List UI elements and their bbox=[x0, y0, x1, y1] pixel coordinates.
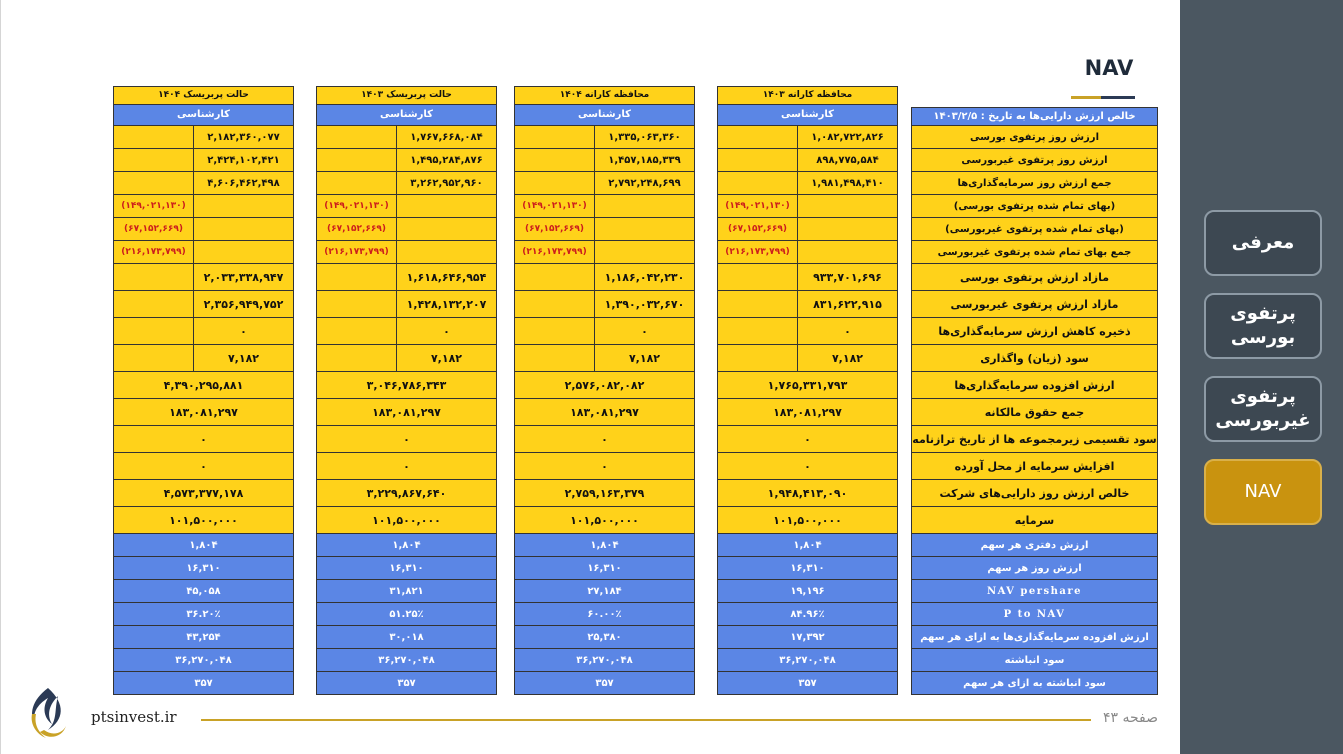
table-row bbox=[717, 172, 898, 195]
cell-cost bbox=[718, 318, 798, 344]
cell-total: ۱۸۳,۰۸۱,۲۹۷ bbox=[372, 405, 441, 419]
cell-cost bbox=[114, 264, 194, 290]
cell-cost bbox=[718, 264, 798, 290]
cell-per-share: ۳۵۷ bbox=[798, 677, 817, 689]
row-label: سود انباشته bbox=[911, 649, 1158, 672]
cell-cost bbox=[515, 149, 595, 171]
cell-value: ۲,۰۳۳,۳۳۸,۹۴۷ bbox=[203, 270, 284, 284]
table-row bbox=[113, 426, 294, 453]
table-row bbox=[514, 241, 695, 264]
cell-total: ۳,۰۴۶,۷۸۶,۳۴۳ bbox=[366, 378, 447, 392]
table-row bbox=[514, 264, 695, 291]
scenario-subheader: کارشناسی bbox=[316, 105, 497, 126]
cell-per-share: ۳۶,۲۷۰,۰۴۸ bbox=[378, 654, 435, 666]
table-row bbox=[316, 603, 497, 626]
table-row bbox=[316, 453, 497, 480]
cell-value bbox=[595, 241, 694, 263]
table-row bbox=[717, 672, 898, 695]
cell-cost bbox=[114, 291, 194, 317]
cell-cost bbox=[515, 126, 595, 148]
scenario-subheader: کارشناسی bbox=[514, 105, 695, 126]
table-row bbox=[316, 557, 497, 580]
row-label: جمع بهای تمام شده پرتفوی غیربورسی bbox=[911, 241, 1158, 264]
cell-cost: (۲۱۶,۱۷۳,۷۹۹) bbox=[114, 241, 194, 263]
table-row bbox=[113, 372, 294, 399]
title-underline bbox=[1071, 96, 1135, 99]
sidebar-item-label: پرتفوی بورسی bbox=[1230, 303, 1296, 348]
cell-value: ۱,۷۶۷,۶۶۸,۰۸۴ bbox=[410, 131, 483, 143]
sidebar-item-nav[interactable] bbox=[1204, 459, 1322, 525]
cell-total: ۰ bbox=[403, 432, 410, 446]
table-row bbox=[113, 195, 294, 218]
table-row bbox=[113, 149, 294, 172]
cell-value: ۷,۱۸۲ bbox=[831, 351, 864, 365]
cell-per-share: ۳۰,۰۱۸ bbox=[389, 631, 424, 643]
cell-value: ۰ bbox=[443, 324, 450, 338]
cell-cost bbox=[718, 345, 798, 371]
sidebar-item-label: NAV bbox=[1244, 481, 1282, 502]
table-row bbox=[316, 264, 497, 291]
table-row bbox=[316, 507, 497, 534]
table-row bbox=[717, 399, 898, 426]
cell-value bbox=[194, 218, 293, 240]
row-label: ارزش افزوده سرمایه‌گذاری‌ها به ازای هر سهم bbox=[911, 626, 1158, 649]
table-row bbox=[316, 649, 497, 672]
table-row bbox=[514, 507, 695, 534]
table-row bbox=[717, 264, 898, 291]
table-row bbox=[717, 291, 898, 318]
cell-per-share: ۲۷,۱۸۴ bbox=[587, 585, 622, 597]
cell-total: ۴,۵۷۳,۳۷۷,۱۷۸ bbox=[163, 486, 244, 500]
cell-cost bbox=[317, 126, 397, 148]
row-label: جمع حقوق مالکانه bbox=[911, 399, 1158, 426]
scenario-header: محافظه کارانه ۱۴۰۴ bbox=[514, 86, 695, 105]
cell-value: ۱,۴۹۵,۲۸۴,۸۷۶ bbox=[410, 154, 483, 166]
table-row bbox=[113, 626, 294, 649]
table-row bbox=[717, 241, 898, 264]
cell-value: ۰ bbox=[240, 324, 247, 338]
cell-value: ۷,۱۸۲ bbox=[430, 351, 463, 365]
scenario-column bbox=[113, 86, 294, 695]
table-row bbox=[717, 318, 898, 345]
cell-total: ۱۰۱,۵۰۰,۰۰۰ bbox=[372, 513, 441, 527]
cell-value bbox=[194, 195, 293, 217]
cell-per-share: ۳۶,۲۷۰,۰۴۸ bbox=[576, 654, 633, 666]
cell-total: ۱۰۱,۵۰۰,۰۰۰ bbox=[169, 513, 238, 527]
table-row bbox=[717, 507, 898, 534]
table-row bbox=[717, 534, 898, 557]
cell-value bbox=[798, 241, 897, 263]
scenario-header: محافظه کارانه ۱۴۰۳ bbox=[717, 86, 898, 105]
cell-cost bbox=[515, 264, 595, 290]
cell-value bbox=[595, 218, 694, 240]
table-row bbox=[514, 557, 695, 580]
table-row bbox=[717, 603, 898, 626]
page-number: صفحه ۴۳ bbox=[1103, 710, 1159, 726]
cell-value: ۲,۳۵۶,۹۴۹,۷۵۲ bbox=[203, 297, 284, 311]
cell-per-share: ۳۶.۲۰٪ bbox=[186, 608, 221, 620]
table-row bbox=[514, 172, 695, 195]
table-row bbox=[717, 649, 898, 672]
cell-value: ۴,۶۰۶,۴۶۲,۴۹۸ bbox=[207, 177, 280, 189]
scenario-subheader: کارشناسی bbox=[717, 105, 898, 126]
cell-per-share: ۵۱.۲۵٪ bbox=[389, 608, 424, 620]
table-row bbox=[316, 345, 497, 372]
cell-cost bbox=[114, 318, 194, 344]
cell-total: ۰ bbox=[200, 432, 207, 446]
table-row bbox=[113, 557, 294, 580]
table-row bbox=[113, 580, 294, 603]
row-label: ارزش روز هر سهم bbox=[911, 557, 1158, 580]
cell-cost bbox=[515, 291, 595, 317]
cell-cost: (۶۷,۱۵۲,۶۶۹) bbox=[114, 218, 194, 240]
table-row bbox=[717, 126, 898, 149]
row-label: سود (زیان) واگذاری bbox=[911, 345, 1158, 372]
cell-cost bbox=[317, 345, 397, 371]
cell-total: ۱۸۳,۰۸۱,۲۹۷ bbox=[773, 405, 842, 419]
table-row bbox=[113, 291, 294, 318]
cell-cost bbox=[317, 291, 397, 317]
cell-total: ۳,۲۲۹,۸۶۷,۶۴۰ bbox=[366, 486, 447, 500]
table-row bbox=[514, 291, 695, 318]
table-row bbox=[717, 195, 898, 218]
table-row bbox=[717, 149, 898, 172]
cell-cost: (۶۷,۱۵۲,۶۶۹) bbox=[515, 218, 595, 240]
table-row bbox=[113, 241, 294, 264]
row-label: سود تقسیمی زیرمجموعه ها از تاریخ ترازنامه bbox=[911, 426, 1158, 453]
scenario-subheader: کارشناسی bbox=[113, 105, 294, 126]
cell-per-share: ۱,۸۰۴ bbox=[793, 539, 822, 551]
cell-value: ۲,۱۸۲,۳۶۰,۰۷۷ bbox=[207, 131, 280, 143]
table-row bbox=[514, 534, 695, 557]
website-link[interactable]: ptsinvest.ir bbox=[91, 708, 177, 726]
cell-total: ۰ bbox=[601, 459, 608, 473]
cell-per-share: ۴۳,۲۵۴ bbox=[186, 631, 221, 643]
cell-cost bbox=[114, 126, 194, 148]
cell-total: ۰ bbox=[601, 432, 608, 446]
table-row bbox=[316, 241, 497, 264]
cell-per-share: ۳۵۷ bbox=[595, 677, 614, 689]
cell-value bbox=[798, 195, 897, 217]
cell-cost bbox=[718, 149, 798, 171]
table-row bbox=[717, 345, 898, 372]
scenario-column bbox=[514, 86, 695, 695]
cell-value: ۰ bbox=[844, 324, 851, 338]
table-row bbox=[113, 480, 294, 507]
cell-value: ۲,۷۹۲,۲۴۸,۶۹۹ bbox=[608, 177, 681, 189]
scenario-header: حالت پربریسک ۱۴۰۳ bbox=[316, 86, 497, 105]
cell-cost bbox=[317, 149, 397, 171]
table-row bbox=[316, 218, 497, 241]
table-row bbox=[113, 672, 294, 695]
table-row bbox=[316, 534, 497, 557]
cell-per-share: ۱۶,۳۱۰ bbox=[389, 562, 424, 574]
row-label: (بهای تمام شده پرتفوی بورسی) bbox=[911, 195, 1158, 218]
table-row bbox=[514, 318, 695, 345]
table-row bbox=[316, 172, 497, 195]
cell-per-share: ۱,۸۰۴ bbox=[189, 539, 218, 551]
cell-per-share: ۳۵۷ bbox=[194, 677, 213, 689]
cell-value: ۷,۱۸۲ bbox=[628, 351, 661, 365]
table-row bbox=[717, 557, 898, 580]
table-row bbox=[514, 649, 695, 672]
cell-cost: (۱۴۹,۰۲۱,۱۳۰) bbox=[317, 195, 397, 217]
cell-per-share: ۱,۸۰۴ bbox=[590, 539, 619, 551]
row-label: افزایش سرمایه از محل آورده bbox=[911, 453, 1158, 480]
table-row bbox=[316, 195, 497, 218]
cell-cost bbox=[114, 345, 194, 371]
table-row bbox=[113, 399, 294, 426]
sidebar-item-listed-portfolio[interactable] bbox=[1204, 293, 1322, 359]
cell-cost: (۲۱۶,۱۷۳,۷۹۹) bbox=[515, 241, 595, 263]
table-row bbox=[717, 453, 898, 480]
row-label: خالص ارزش روز دارایی‌های شرکت bbox=[911, 480, 1158, 507]
row-label: سرمایه bbox=[911, 507, 1158, 534]
cell-cost bbox=[317, 264, 397, 290]
table-row bbox=[113, 345, 294, 372]
cell-value: ۱,۹۸۱,۴۹۸,۴۱۰ bbox=[811, 177, 884, 189]
cell-cost: (۱۴۹,۰۲۱,۱۳۰) bbox=[114, 195, 194, 217]
table-row bbox=[717, 480, 898, 507]
cell-total: ۰ bbox=[804, 459, 811, 473]
cell-value: ۷,۱۸۲ bbox=[227, 351, 260, 365]
table-row bbox=[113, 603, 294, 626]
cell-value: ۱,۴۵۷,۱۸۵,۳۳۹ bbox=[608, 154, 681, 166]
table-row bbox=[514, 580, 695, 603]
cell-cost: (۶۷,۱۵۲,۶۶۹) bbox=[718, 218, 798, 240]
table-row bbox=[514, 672, 695, 695]
scenario-header: حالت پربریسک ۱۴۰۴ bbox=[113, 86, 294, 105]
table-row bbox=[113, 649, 294, 672]
row-labels-column bbox=[911, 107, 1158, 695]
sidebar-item-label: معرفی bbox=[1231, 232, 1295, 253]
cell-per-share: ۲۵,۳۸۰ bbox=[587, 631, 622, 643]
table-title: خالص ارزش دارایی‌ها به تاریخ : ۱۴۰۳/۲/۵ bbox=[911, 107, 1158, 126]
cell-total: ۱۸۳,۰۸۱,۲۹۷ bbox=[570, 405, 639, 419]
scenario-column bbox=[717, 86, 898, 695]
cell-cost bbox=[317, 318, 397, 344]
cell-value: ۳,۲۶۲,۹۵۲,۹۶۰ bbox=[410, 177, 483, 189]
cell-cost bbox=[515, 172, 595, 194]
cell-value: ۰ bbox=[641, 324, 648, 338]
row-label: (بهای تمام شده پرتفوی غیربورسی) bbox=[911, 218, 1158, 241]
table-row bbox=[514, 480, 695, 507]
cell-total: ۱,۹۴۸,۴۱۳,۰۹۰ bbox=[767, 486, 848, 500]
cell-per-share: ۳۶,۲۷۰,۰۴۸ bbox=[779, 654, 836, 666]
row-label: NAV pershare bbox=[911, 580, 1158, 603]
table-row bbox=[113, 453, 294, 480]
footer-divider bbox=[201, 719, 1091, 721]
cell-cost bbox=[515, 318, 595, 344]
cell-cost: (۲۱۶,۱۷۳,۷۹۹) bbox=[317, 241, 397, 263]
cell-value: ۱,۱۸۶,۰۴۲,۲۳۰ bbox=[604, 270, 685, 284]
table-row bbox=[316, 580, 497, 603]
cell-value bbox=[595, 195, 694, 217]
table-row bbox=[113, 534, 294, 557]
cell-total: ۴,۳۹۰,۲۹۵,۸۸۱ bbox=[163, 378, 244, 392]
table-row bbox=[113, 126, 294, 149]
table-row bbox=[316, 426, 497, 453]
table-row bbox=[316, 372, 497, 399]
cell-value: ۹۳۳,۷۰۱,۶۹۶ bbox=[813, 270, 882, 284]
cell-value: ۱,۰۸۲,۷۲۲,۸۲۶ bbox=[811, 131, 884, 143]
row-label: ارزش دفتری هر سهم bbox=[911, 534, 1158, 557]
table-row bbox=[316, 149, 497, 172]
cell-cost bbox=[114, 149, 194, 171]
table-row bbox=[316, 126, 497, 149]
table-row bbox=[316, 399, 497, 426]
row-label: مازاد ارزش پرتفوی بورسی bbox=[911, 264, 1158, 291]
table-row bbox=[514, 626, 695, 649]
table-row bbox=[113, 318, 294, 345]
cell-per-share: ۳۱,۸۲۱ bbox=[389, 585, 424, 597]
table-row bbox=[514, 372, 695, 399]
cell-value bbox=[397, 218, 496, 240]
table-row bbox=[316, 626, 497, 649]
table-row bbox=[316, 291, 497, 318]
cell-value: ۱,۴۲۸,۱۳۲,۲۰۷ bbox=[406, 297, 487, 311]
cell-value: ۱,۳۳۵,۰۶۳,۳۶۰ bbox=[608, 131, 681, 143]
table-row bbox=[316, 318, 497, 345]
row-label: ذخیره کاهش ارزش سرمایه‌گذاری‌ها bbox=[911, 318, 1158, 345]
cell-per-share: ۳۵۷ bbox=[397, 677, 416, 689]
cell-total: ۲,۵۷۶,۰۸۲,۰۸۲ bbox=[564, 378, 645, 392]
cell-value: ۸۳۱,۶۲۲,۹۱۵ bbox=[813, 297, 882, 311]
row-label: P to NAV bbox=[911, 603, 1158, 626]
table-row bbox=[514, 126, 695, 149]
table-row bbox=[113, 218, 294, 241]
cell-total: ۱۰۱,۵۰۰,۰۰۰ bbox=[570, 513, 639, 527]
table-row bbox=[514, 149, 695, 172]
row-label: ارزش افزوده سرمایه‌گذاری‌ها bbox=[911, 372, 1158, 399]
cell-per-share: ۳۶,۲۷۰,۰۴۸ bbox=[175, 654, 232, 666]
cell-per-share: ۴۵,۰۵۸ bbox=[186, 585, 221, 597]
cell-per-share: ۶۰.۰۰٪ bbox=[587, 608, 622, 620]
row-label: ارزش روز پرتفوی بورسی bbox=[911, 126, 1158, 149]
cell-cost: (۲۱۶,۱۷۳,۷۹۹) bbox=[718, 241, 798, 263]
cell-per-share: ۱۶,۳۱۰ bbox=[186, 562, 221, 574]
table-row bbox=[514, 399, 695, 426]
table-row bbox=[316, 672, 497, 695]
cell-value bbox=[798, 218, 897, 240]
table-row bbox=[717, 218, 898, 241]
page-title: NAV bbox=[1084, 56, 1134, 80]
table-row bbox=[514, 345, 695, 372]
cell-cost bbox=[718, 291, 798, 317]
cell-total: ۱,۷۶۵,۳۳۱,۷۹۳ bbox=[767, 378, 848, 392]
table-row bbox=[717, 372, 898, 399]
cell-per-share: ۱۷,۳۹۲ bbox=[790, 631, 825, 643]
sidebar-item-intro[interactable] bbox=[1204, 210, 1322, 276]
table-row bbox=[514, 195, 695, 218]
row-label: سود انباشته به ازای هر سهم bbox=[911, 672, 1158, 695]
cell-cost bbox=[114, 172, 194, 194]
cell-value bbox=[194, 241, 293, 263]
table-row bbox=[113, 172, 294, 195]
cell-per-share: ۱۹,۱۹۶ bbox=[790, 585, 825, 597]
cell-total: ۲,۷۵۹,۱۶۳,۳۷۹ bbox=[564, 486, 645, 500]
cell-cost bbox=[718, 126, 798, 148]
company-logo-icon bbox=[18, 684, 78, 744]
cell-total: ۱۰۱,۵۰۰,۰۰۰ bbox=[773, 513, 842, 527]
row-label: جمع ارزش روز سرمایه‌گذاری‌ها bbox=[911, 172, 1158, 195]
cell-per-share: ۱۶,۳۱۰ bbox=[790, 562, 825, 574]
cell-value: ۱,۶۱۸,۶۴۶,۹۵۴ bbox=[406, 270, 487, 284]
row-label: مازاد ارزش پرتفوی غیربورسی bbox=[911, 291, 1158, 318]
cell-cost: (۶۷,۱۵۲,۶۶۹) bbox=[317, 218, 397, 240]
cell-value bbox=[397, 241, 496, 263]
table-row bbox=[514, 603, 695, 626]
cell-per-share: ۱۶,۳۱۰ bbox=[587, 562, 622, 574]
scenario-column bbox=[316, 86, 497, 695]
cell-total: ۰ bbox=[403, 459, 410, 473]
cell-total: ۱۸۳,۰۸۱,۲۹۷ bbox=[169, 405, 238, 419]
table-row bbox=[717, 580, 898, 603]
table-row bbox=[717, 426, 898, 453]
table-row bbox=[113, 264, 294, 291]
table-row bbox=[514, 426, 695, 453]
cell-value: ۲,۴۲۴,۱۰۲,۴۲۱ bbox=[207, 154, 280, 166]
cell-cost: (۱۴۹,۰۲۱,۱۳۰) bbox=[718, 195, 798, 217]
table-row bbox=[316, 480, 497, 507]
cell-cost: (۱۴۹,۰۲۱,۱۳۰) bbox=[515, 195, 595, 217]
table-row bbox=[514, 453, 695, 480]
cell-total: ۰ bbox=[804, 432, 811, 446]
cell-value bbox=[397, 195, 496, 217]
sidebar-item-unlisted-portfolio[interactable] bbox=[1204, 376, 1322, 442]
table-row bbox=[717, 626, 898, 649]
cell-cost bbox=[515, 345, 595, 371]
table-row bbox=[113, 507, 294, 534]
cell-per-share: ۱,۸۰۴ bbox=[392, 539, 421, 551]
cell-cost bbox=[317, 172, 397, 194]
cell-total: ۰ bbox=[200, 459, 207, 473]
cell-value: ۱,۳۹۰,۰۳۲,۶۷۰ bbox=[604, 297, 685, 311]
cell-value: ۸۹۸,۷۷۵,۵۸۴ bbox=[816, 154, 879, 166]
cell-per-share: ۸۴.۹۶٪ bbox=[790, 608, 825, 620]
sidebar-item-label: پرتفوی غیربورسی bbox=[1215, 386, 1311, 431]
table-row bbox=[514, 218, 695, 241]
row-label: ارزش روز پرتفوی غیربورسی bbox=[911, 149, 1158, 172]
cell-cost bbox=[718, 172, 798, 194]
